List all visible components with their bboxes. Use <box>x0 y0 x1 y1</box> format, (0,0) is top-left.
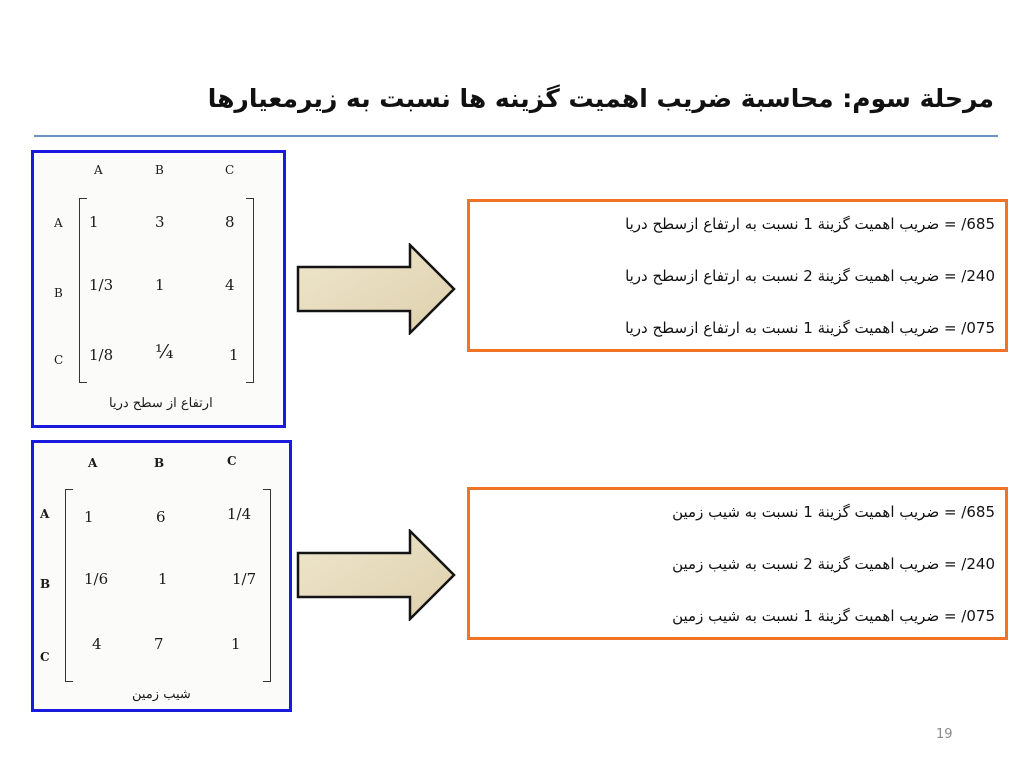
title-divider <box>34 135 998 137</box>
row-header: C <box>40 650 50 664</box>
page-number: 19 <box>936 727 953 742</box>
row-header: B <box>54 286 63 300</box>
row-header: B <box>40 577 51 591</box>
matrix-cell: 1/6 <box>84 570 109 588</box>
column-header: B <box>155 163 164 177</box>
matrix-cell: 1 <box>84 508 94 526</box>
matrix-cell: 6 <box>156 508 166 526</box>
result-line: 240/ = ضریب اهمیت گزینة 2 نسبت به شیب زمین <box>672 555 995 573</box>
matrix-cell: 1 <box>158 570 168 588</box>
matrix-cell: 1 <box>229 346 239 364</box>
column-header: B <box>154 456 165 470</box>
result-box-slope <box>467 487 1008 640</box>
matrix-cell: 8 <box>225 213 235 231</box>
matrix-caption: ارتفاع از سطح دریا <box>109 396 213 411</box>
result-line: 240/ = ضریب اهمیت گزینة 2 نسبت به ارتفاع ازسطح دریا <box>625 267 995 285</box>
result-line: 075/ = ضریب اهمیت گزینة 1 نسبت به ارتفاع ازسطح دریا <box>625 319 995 337</box>
column-header: A <box>94 163 103 177</box>
matrix-cell: 7 <box>154 635 164 653</box>
row-header: C <box>54 353 64 367</box>
column-header: A <box>88 456 98 470</box>
matrix-cell: 1/4 <box>227 505 252 523</box>
matrix-cell: ¼ <box>155 341 174 363</box>
matrix-cell: 1 <box>231 635 241 653</box>
result-box-altitude <box>467 199 1008 352</box>
matrix-cell: 1/7 <box>232 570 257 588</box>
matrix-cell: 3 <box>155 213 165 231</box>
column-header: C <box>227 454 237 468</box>
matrix-cell: 1/3 <box>89 276 114 294</box>
matrix-right-bracket <box>263 489 271 682</box>
matrix-left-bracket <box>79 198 87 383</box>
matrix-cell: 4 <box>92 635 102 653</box>
slide-title: مرحلة سوم: محاسبة ضریب اهمیت گزینه ها نسبت به زیرمعیارها <box>207 84 994 113</box>
result-line: 075/ = ضریب اهمیت گزینة 1 نسبت به شیب زمین <box>672 607 995 625</box>
matrix-cell: 1 <box>155 276 165 294</box>
matrix-cell: 1/8 <box>89 346 114 364</box>
matrix-cell: 4 <box>225 276 235 294</box>
row-header: A <box>54 216 63 230</box>
row-header: A <box>40 507 50 521</box>
matrix-caption: شیب زمین <box>132 687 191 702</box>
right-arrow-icon <box>296 243 458 335</box>
matrix-right-bracket <box>246 198 254 383</box>
result-line: 685/ = ضریب اهمیت گزینة 1 نسبت به ارتفاع ازسطح دریا <box>625 215 995 233</box>
matrix-panel-slope <box>31 440 292 712</box>
column-header: C <box>225 163 235 177</box>
matrix-panel-altitude <box>31 150 286 428</box>
matrix-cell: 1 <box>89 213 99 231</box>
result-line: 685/ = ضریب اهمیت گزینة 1 نسبت به شیب زمین <box>672 503 995 521</box>
right-arrow-icon <box>296 529 458 621</box>
matrix-left-bracket <box>65 489 73 682</box>
